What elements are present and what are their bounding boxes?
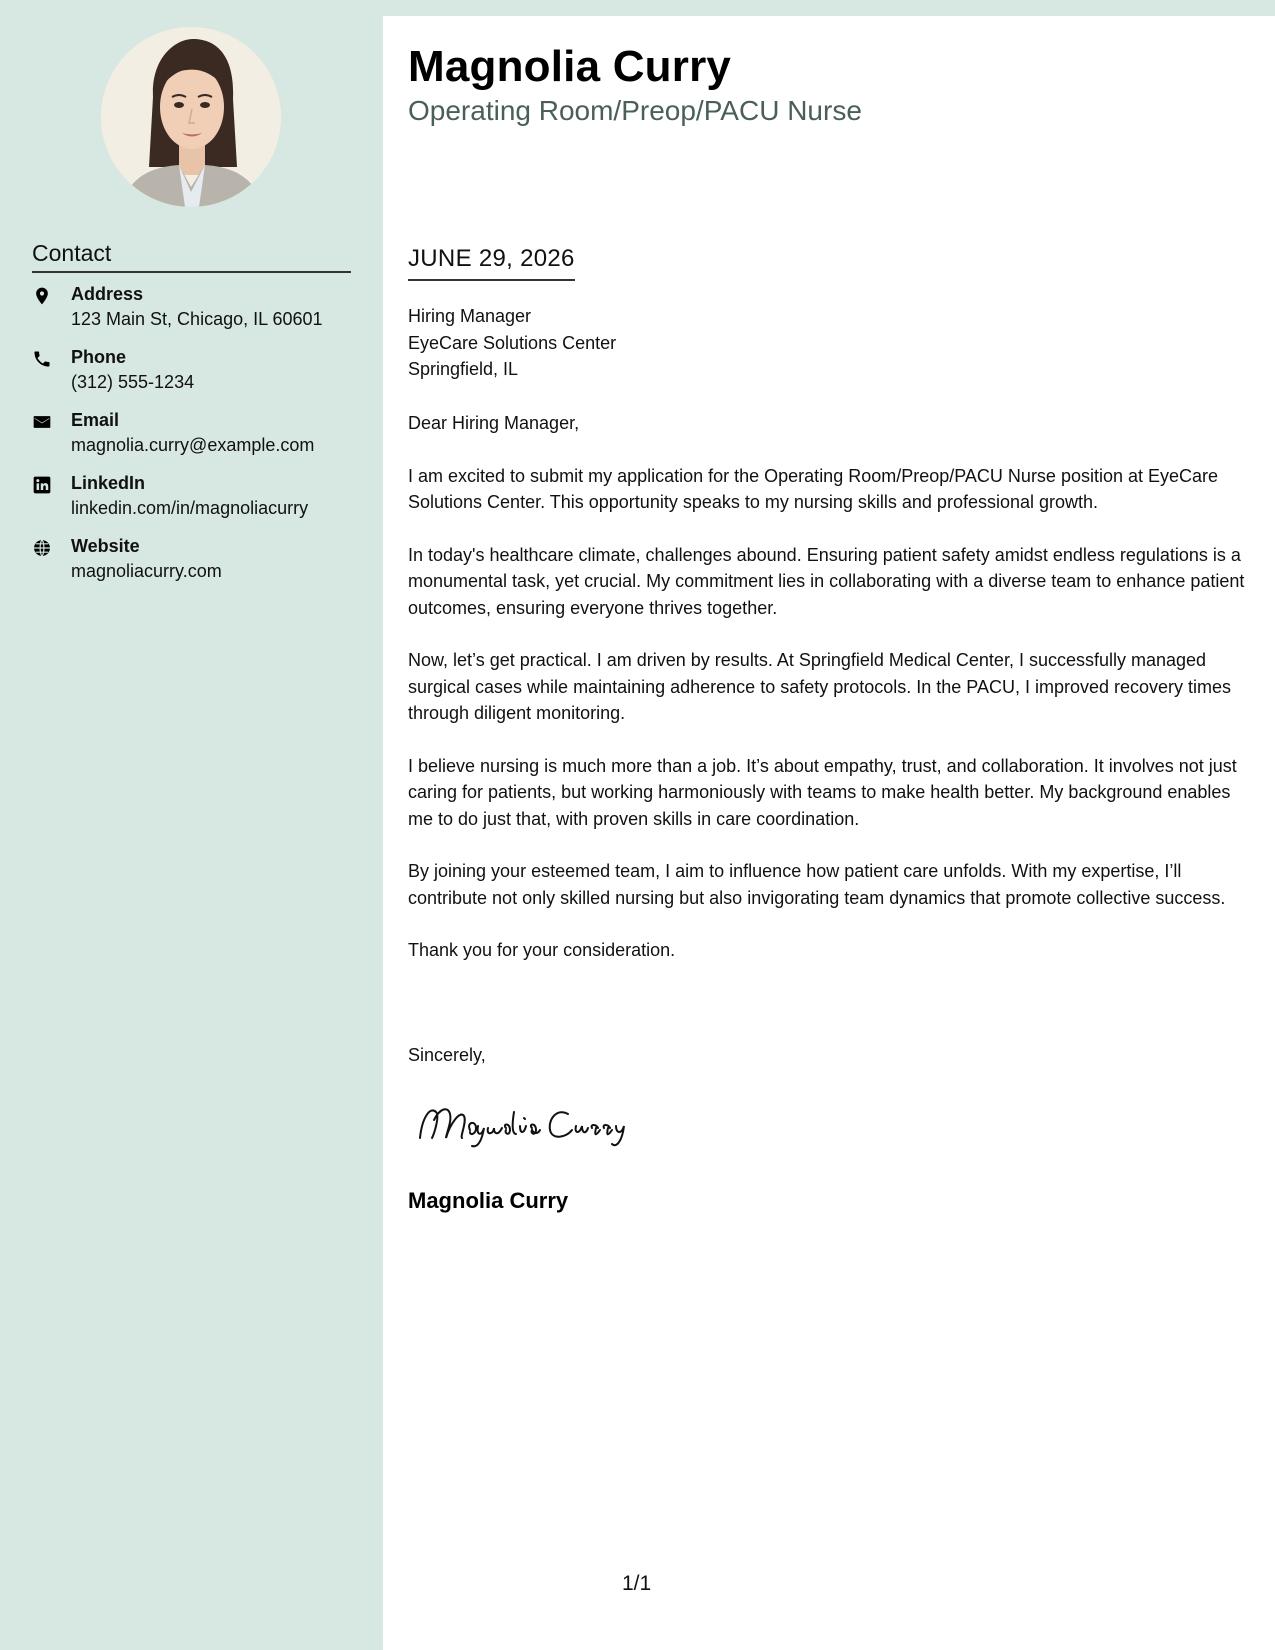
paragraph: By joining your esteemed team, I aim to influence how patient care unfolds. With my expertise, I’ll contribute not only skilled nursing but also invigorating team dynamics that promote collective success. (408, 861, 1226, 908)
contact-value: magnoliacurry.com (71, 561, 222, 581)
contact-value: (312) 555-1234 (71, 372, 195, 392)
recipient-line: Springfield, IL (408, 359, 519, 379)
handwritten-signature (410, 1098, 680, 1150)
phone-icon (32, 349, 54, 371)
contact-label: Address (71, 284, 144, 304)
recipient-line: EyeCare Solutions Center (408, 332, 617, 353)
job-title: Operating Room/Preop/PACU Nurse (408, 95, 862, 126)
avatar (101, 27, 281, 207)
recipient-block (408, 303, 616, 383)
contact-list (32, 284, 362, 599)
envelope-icon (32, 412, 54, 434)
contact-label: Email (71, 410, 120, 430)
paragraph: Now, let’s get practical. I am driven by results. At Springfield Medical Center, I successfully managed surgical cases while maintaining adherence to safety protocols. In the PACU, I improved recovery times through diligent monitoring. (408, 650, 1232, 723)
contact-heading: Contact (32, 240, 351, 273)
linkedin-icon (32, 475, 54, 497)
letter-date: JUNE 29, 2026 (408, 245, 575, 281)
sidebar (0, 0, 383, 1650)
contact-item-address (32, 284, 362, 347)
contact-label: LinkedIn (71, 473, 146, 493)
contact-label: Phone (71, 347, 127, 367)
closing: Sincerely, (408, 1045, 486, 1065)
paragraph: Thank you for your consideration. (408, 940, 676, 960)
paragraph: In today's healthcare climate, challenges abound. Ensuring patient safety amidst endless regulations is a monumental task, yet crucial. My commitment lies in collaborating with a diverse team to enhance patient outcomes, ensuring everyone thrives together. (408, 544, 1245, 618)
paragraph: I believe nursing is much more than a job. It’s about empathy, trust, and collaboration. It involves not just caring for patients, but working harmoniously with teams to make health better. My background enables me to do just that, with proven skills in care coordination. (408, 755, 1237, 829)
contact-label: Website (71, 536, 140, 556)
profile-photo (101, 27, 281, 207)
globe-icon (32, 538, 54, 560)
contact-value: 123 Main St, Chicago, IL 60601 (71, 309, 323, 329)
recipient-line: Hiring Manager (408, 306, 532, 326)
letter-body (408, 410, 1248, 990)
location-pin-icon (32, 286, 54, 308)
signed-name: Magnolia Curry (408, 1188, 569, 1213)
contact-item-website (32, 536, 362, 599)
top-accent-strip (383, 0, 1275, 16)
contact-value: magnolia.curry@example.com (71, 435, 315, 455)
contact-item-phone (32, 347, 362, 410)
applicant-name: Magnolia Curry (408, 42, 732, 91)
paragraph: I am excited to submit my application for the Operating Room/Preop/PACU Nurse position at EyeCare Solutions Center. This opportunity speaks to my nursing skills and professional growth. (408, 465, 1219, 512)
contact-item-email (32, 410, 362, 473)
salutation: Dear Hiring Manager, (408, 413, 580, 433)
contact-value: linkedin.com/in/magnoliacurry (71, 498, 309, 518)
page-number: 1/1 (622, 1572, 652, 1595)
contact-item-linkedin (32, 473, 362, 536)
